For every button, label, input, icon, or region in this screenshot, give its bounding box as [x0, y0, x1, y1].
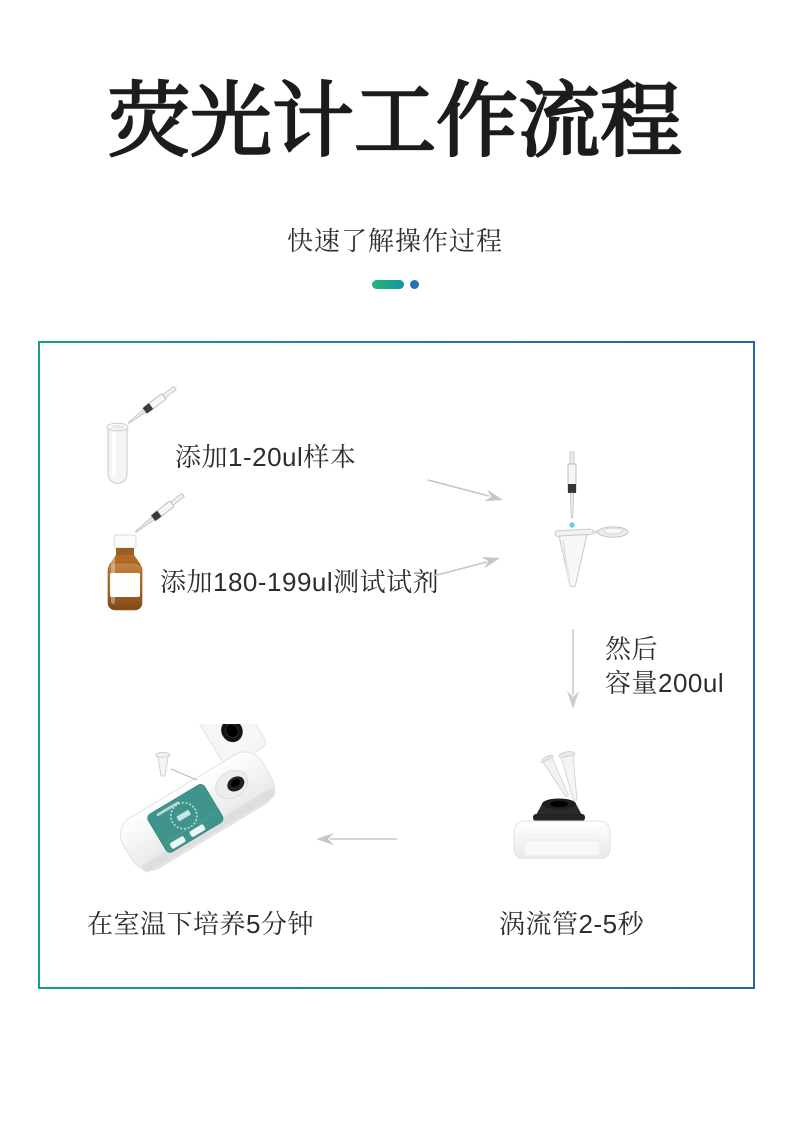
divider-dash-icon: [372, 280, 404, 289]
workflow-panel: [38, 341, 755, 989]
page-title: 荧光计工作流程: [107, 73, 682, 169]
note-line-then: 然后: [605, 634, 659, 664]
arrow-vortex-to-fluorometer-icon: [316, 833, 397, 845]
arrow-reagent-to-tube-icon: [433, 552, 502, 576]
step-label-incubate: 在室温下培养5分钟: [87, 909, 314, 939]
arrow-sample-to-tube-icon: [428, 480, 505, 506]
page-subtitle: 快速了解操作过程: [286, 226, 503, 256]
arrow-down-to-vortex-icon: [567, 629, 579, 709]
step-label-vortex: 涡流管2-5秒: [499, 909, 645, 939]
step-label-add-sample: 添加1-20ul样本: [175, 442, 357, 472]
flow-arrows: [40, 343, 753, 987]
title-divider: [0, 278, 790, 290]
step-label-add-reagent: 添加180-199ul测试试剂: [160, 567, 440, 597]
divider-dot-icon: [410, 280, 419, 289]
note-line-volume: 容量200ul: [605, 668, 725, 698]
